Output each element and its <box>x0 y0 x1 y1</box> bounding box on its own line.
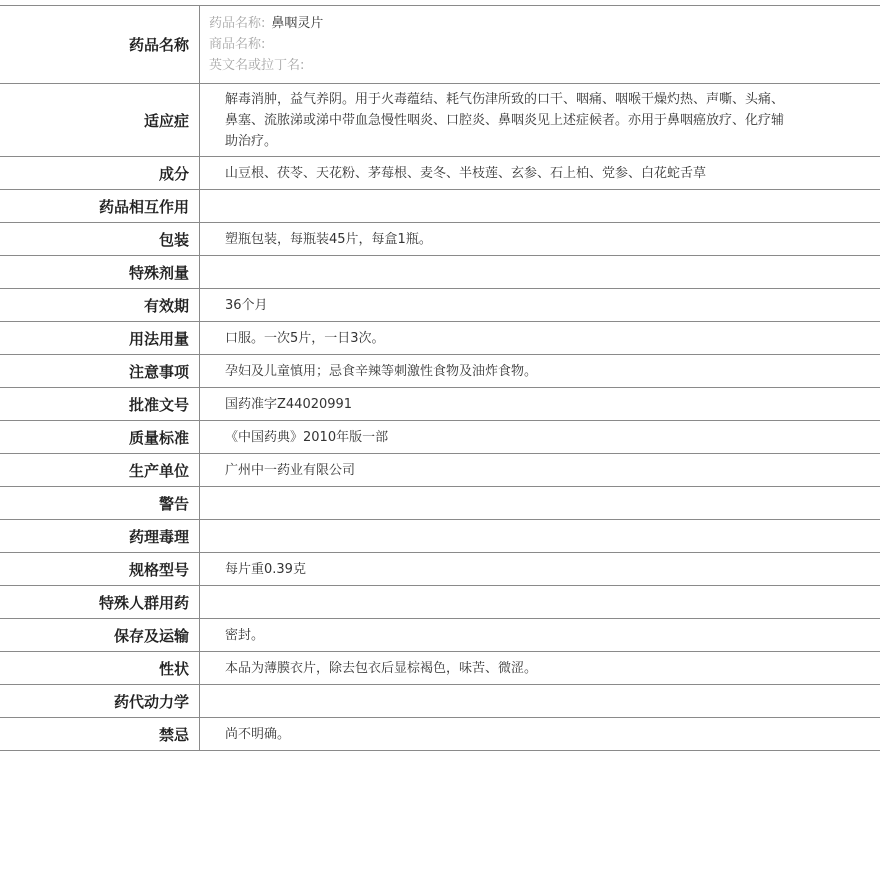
row-label: 警告 <box>0 487 200 519</box>
row-indications <box>0 84 880 157</box>
row-special-population <box>0 586 880 619</box>
drug-name-block <box>200 6 323 83</box>
row-description <box>0 652 880 685</box>
row-manufacturer <box>0 454 880 487</box>
row-value: 本品为薄膜衣片，除去包衣后显棕褐色，味苦、微涩。 <box>225 660 538 676</box>
row-label: 保存及运输 <box>0 619 200 651</box>
row-label: 成分 <box>0 157 200 189</box>
row-value <box>200 520 880 552</box>
row-label: 规格型号 <box>0 553 200 585</box>
row-value: 孕妇及儿童慎用；忌食辛辣等刺激性食物及油炸食物。 <box>225 363 538 379</box>
row-value: 尚不明确。 <box>225 726 291 742</box>
row-value <box>200 256 880 288</box>
row-specification <box>0 553 880 586</box>
row-warning <box>0 487 880 520</box>
english-name-label: 英文名或拉丁名: <box>209 58 305 73</box>
row-storage <box>0 619 880 652</box>
row-shelf-life <box>0 289 880 322</box>
row-value: 《中国药典》2010年版一部 <box>225 429 389 445</box>
row-label: 质量标准 <box>0 421 200 453</box>
row-ingredients <box>0 157 880 190</box>
trade-name-label: 商品名称: <box>209 37 266 52</box>
row-label: 特殊剂量 <box>0 256 200 288</box>
row-value: 36个月 <box>225 297 268 313</box>
english-name-line <box>209 55 323 76</box>
row-value <box>200 190 880 222</box>
row-value: 密封。 <box>225 627 265 643</box>
row-drug-name <box>0 6 880 84</box>
row-label: 特殊人群用药 <box>0 586 200 618</box>
row-quality-standard <box>0 421 880 454</box>
drug-name-label: 药品名称: <box>209 16 266 31</box>
drug-name-line <box>209 13 323 34</box>
row-value: 口服。一次5片，一日3次。 <box>225 330 385 346</box>
trade-name-line <box>209 34 323 55</box>
row-pharmacokinetics <box>0 685 880 718</box>
row-value: 解毒消肿，益气养阴。用于火毒蕴结、耗气伤津所致的口干、咽痛、咽喉干燥灼热、声嘶、头痛、鼻塞、流脓涕或涕中带血急慢性咽炎、口腔炎、鼻咽炎见上述症候者。亦用于鼻咽癌放疗、化疗辅助治疗。 <box>225 91 785 149</box>
row-contraindications <box>0 718 880 751</box>
row-label: 生产单位 <box>0 454 200 486</box>
row-label: 药代动力学 <box>0 685 200 717</box>
row-label: 注意事项 <box>0 355 200 387</box>
row-approval-number <box>0 388 880 421</box>
drug-spec-table <box>0 5 880 751</box>
row-packaging <box>0 223 880 256</box>
row-value: 山豆根、茯苓、天花粉、茅莓根、麦冬、半枝莲、玄参、石上柏、党参、白花蛇舌草 <box>225 165 707 181</box>
row-pharmacology <box>0 520 880 553</box>
row-precautions <box>0 355 880 388</box>
row-value <box>200 685 880 717</box>
row-label: 适应症 <box>0 84 200 156</box>
row-label: 药品名称 <box>0 6 200 83</box>
row-usage <box>0 322 880 355</box>
row-value <box>200 487 880 519</box>
row-value <box>200 586 880 618</box>
row-label: 性状 <box>0 652 200 684</box>
row-interactions <box>0 190 880 223</box>
row-label: 有效期 <box>0 289 200 321</box>
row-label: 药理毒理 <box>0 520 200 552</box>
row-value: 国药准字Z44020991 <box>225 396 353 412</box>
row-label: 药品相互作用 <box>0 190 200 222</box>
row-value: 广州中一药业有限公司 <box>225 462 356 478</box>
row-label: 包装 <box>0 223 200 255</box>
row-label: 用法用量 <box>0 322 200 354</box>
row-label: 禁忌 <box>0 718 200 750</box>
row-value: 每片重0.39克 <box>225 561 306 577</box>
row-label: 批准文号 <box>0 388 200 420</box>
row-value: 塑瓶包装，每瓶装45片，每盒1瓶。 <box>225 231 432 247</box>
drug-name-value: 鼻咽灵片 <box>271 16 324 31</box>
row-special-dosage <box>0 256 880 289</box>
